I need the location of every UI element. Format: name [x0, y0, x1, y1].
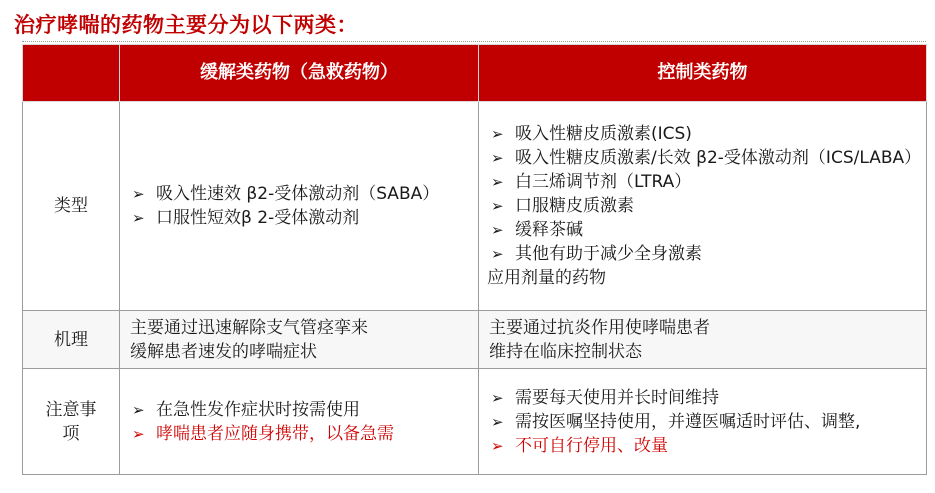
list-item: ➢ 需按医嘱坚持使用，并遵医嘱适时评估、调整, — [491, 411, 861, 432]
drug-comparison-table — [22, 44, 927, 475]
arrow-bullet-icon: ➢ — [132, 400, 145, 419]
arrow-bullet-icon: ➢ — [491, 245, 504, 263]
arrow-bullet-icon: ➢ — [491, 149, 504, 167]
arrow-bullet-icon: ➢ — [491, 173, 504, 191]
list-item-highlight: ➢ 不可自行停用、改量 — [491, 435, 668, 456]
mechanism-reliever-line: 主要通过迅速解除支气管痉挛来 — [130, 317, 368, 338]
arrow-bullet-icon: ➢ — [491, 412, 504, 431]
title-divider — [22, 41, 926, 42]
table-row-mechanism — [23, 311, 927, 369]
mechanism-controller-line: 维持在临床控制状态 — [489, 341, 642, 362]
arrow-bullet-icon: ➢ — [491, 221, 504, 239]
arrow-bullet-icon: ➢ — [491, 125, 504, 143]
mechanism-reliever-cell — [120, 311, 479, 369]
arrow-bullet-icon: ➢ — [491, 436, 504, 455]
list-item: ➢ 口服糖皮质激素 — [491, 196, 634, 216]
list-item: ➢ 在急性发作症状时按需使用 — [132, 399, 360, 420]
list-item: ➢ 口服性短效β 2-受体激动剂 — [132, 208, 360, 228]
table-header-row — [23, 45, 927, 102]
notes-controller-cell — [479, 369, 927, 475]
list-item-highlight: ➢ 哮喘患者应随身携带，以备急需 — [132, 423, 394, 444]
row-label-mechanism: 机理 — [23, 311, 120, 369]
arrow-bullet-icon: ➢ — [132, 424, 145, 443]
type-controller-cell — [479, 102, 927, 311]
notes-reliever-cell — [120, 369, 479, 475]
list-item: ➢ 吸入性速效 β2-受体激动剂（SABA） — [132, 184, 440, 204]
header-reliever: 缓解类药物（急救药物） — [120, 45, 479, 102]
arrow-bullet-icon: ➢ — [132, 209, 145, 227]
list-item: ➢ 吸入性糖皮质激素/长效 β2-受体激动剂（ICS/LABA） — [491, 148, 922, 168]
mechanism-reliever-line: 缓解患者速发的哮喘症状 — [130, 341, 317, 362]
arrow-bullet-icon: ➢ — [132, 185, 145, 203]
table-row-type — [23, 102, 927, 311]
arrow-bullet-icon: ➢ — [491, 388, 504, 407]
list-item: ➢ 吸入性糖皮质激素(ICS) — [491, 124, 692, 144]
header-controller: 控制类药物 — [479, 45, 927, 102]
slide-title: 治疗哮喘的药物主要分为以下两类： — [14, 13, 358, 37]
list-item: ➢ 需要每天使用并长时间维持 — [491, 387, 719, 408]
mechanism-controller-line: 主要通过抗炎作用使哮喘患者 — [489, 317, 710, 338]
mechanism-controller-cell — [479, 311, 927, 369]
header-corner-cell — [23, 45, 120, 102]
list-item: ➢ 其他有助于减少全身激素 — [491, 244, 702, 264]
list-item: ➢ 缓释茶碱 — [491, 220, 583, 240]
type-reliever-cell — [120, 102, 479, 311]
arrow-bullet-icon: ➢ — [491, 197, 504, 215]
row-label-type: 类型 — [23, 102, 120, 311]
list-item: ➢ 白三烯调节剂（LTRA） — [491, 172, 692, 192]
controller-tail-text: 应用剂量的药物 — [487, 268, 606, 288]
table-row-notes — [23, 369, 927, 475]
row-label-notes: 注意事项 — [23, 369, 120, 475]
